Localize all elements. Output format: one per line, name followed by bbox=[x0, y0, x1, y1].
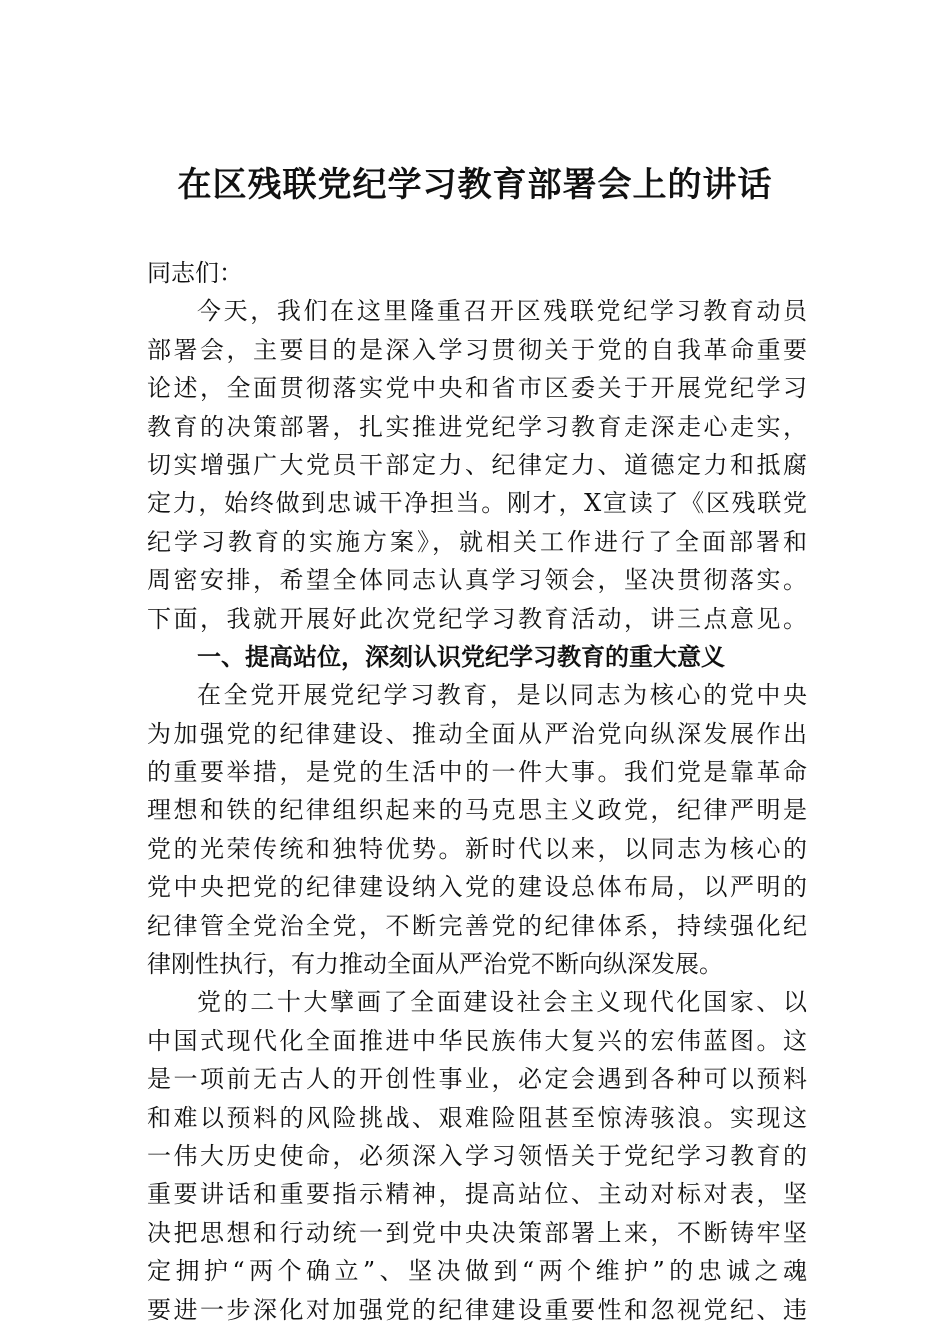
document-title: 在区残联党纪学习教育部署会上的讲话 bbox=[177, 165, 773, 205]
body-line: 一伟大历史使命，必须深入学习领悟关于党纪学习教育的 bbox=[147, 1141, 807, 1170]
body-line: 周密安排，希望全体同志认真学习领会，坚决贯彻落实。 bbox=[147, 566, 807, 595]
body-line: 同志们： bbox=[147, 259, 243, 287]
body-line: 的重要举措，是党的生活中的一件大事。我们党是靠革命 bbox=[147, 758, 807, 787]
body-line: 教育的决策部署，扎实推进党纪学习教育走深走心走实， bbox=[147, 412, 807, 441]
body-line: 律刚性执行，有力推动全面从严治党不断向纵深发展。 bbox=[147, 950, 723, 979]
section-heading: 一、提高站位，深刻认识党纪学习教育的重大意义 bbox=[197, 642, 725, 671]
body-line: 为加强党的纪律建设、推动全面从严治党向纵深发展作出 bbox=[147, 719, 807, 748]
body-line: 要进一步深化对加强党的纪律建设重要性和忽视党纪、违 bbox=[147, 1295, 807, 1324]
body-line: 定力，始终做到忠诚干净担当。刚才，X宣读了《区残联党 bbox=[147, 489, 807, 518]
body-line: 理想和铁的纪律组织起来的马克思主义政党，纪律严明是 bbox=[147, 796, 807, 825]
body-line: 纪律管全党治全党，不断完善党的纪律体系，持续强化纪 bbox=[147, 911, 807, 940]
body-line: 和难以预料的风险挑战、艰难险阻甚至惊涛骇浪。实现这 bbox=[147, 1103, 807, 1132]
body-line: 论述，全面贯彻落实党中央和省市区委关于开展党纪学习 bbox=[147, 374, 807, 403]
body-line: 部署会，主要目的是深入学习贯彻关于党的自我革命重要 bbox=[147, 335, 807, 364]
body-line: 中国式现代化全面推进中华民族伟大复兴的宏伟蓝图。这 bbox=[147, 1026, 807, 1055]
document-body bbox=[147, 254, 807, 1329]
body-line: 今天，我们在这里隆重召开区残联党纪学习教育动员 bbox=[197, 297, 807, 326]
body-line: 党的二十大擘画了全面建设社会主义现代化国家、以 bbox=[197, 988, 807, 1017]
body-line: 纪学习教育的实施方案》，就相关工作进行了全面部署和 bbox=[147, 527, 807, 556]
body-line: 在全党开展党纪学习教育，是以同志为核心的党中央 bbox=[197, 681, 807, 710]
body-line: 切实增强广大党员干部定力、纪律定力、道德定力和抵腐 bbox=[147, 450, 807, 479]
body-line: 党的光荣传统和独特优势。新时代以来，以同志为核心的 bbox=[147, 834, 807, 863]
body-line: 下面，我就开展好此次党纪学习教育活动，讲三点意见。 bbox=[147, 604, 807, 633]
body-line: 重要讲话和重要指示精神，提高站位、主动对标对表，坚 bbox=[147, 1180, 807, 1209]
body-line: 决把思想和行动统一到党中央决策部署上来，不断铸牢坚 bbox=[147, 1218, 807, 1247]
body-line: 党中央把党的纪律建设纳入党的建设总体布局，以严明的 bbox=[147, 873, 807, 902]
body-line: 是一项前无古人的开创性事业，必定会遇到各种可以预料 bbox=[147, 1065, 807, 1094]
body-line: 定拥护“两个确立”、坚决做到“两个维护”的忠诚之魂 bbox=[147, 1257, 807, 1286]
